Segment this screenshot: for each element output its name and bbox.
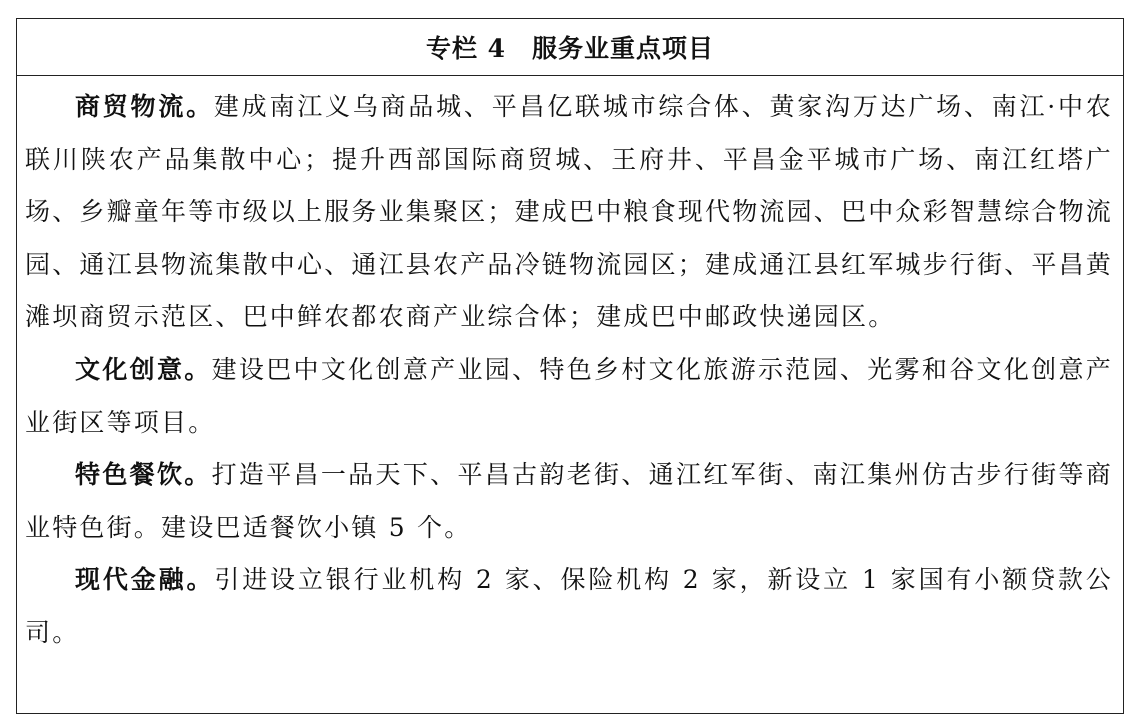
box-title-text: 服务业重点项目 <box>532 34 715 63</box>
box-title-label: 专栏 4 <box>425 34 507 63</box>
section-body: 建设巴中文化创意产业园、特色乡村文化旅游示范园、光雾和谷文化创意产业街区等项目。 <box>25 354 1113 437</box>
section-heading: 商贸物流。 <box>75 92 214 121</box>
section-heading: 现代金融。 <box>75 565 215 595</box>
box-content <box>17 81 1123 660</box>
section-body: 引进设立银行业机构 2 家、保险机构 2 家，新设立 1 家国有小额贷款公司。 <box>25 565 1113 647</box>
section-body: 建成南江义乌商品城、平昌亿联城市综合体、黄家沟万达广场、南江·中农联川陕农产品集散中心；提升西部国际商贸城、王府井、平昌金平城市广场、南江红塔广场、乡瓣童年等市级以上服务业集聚区；建成巴中粮食现代物流园、巴中众彩智慧综合物流园、通江县物流集散中心、通江县农产品冷链物流园区；建成通江县红军城步行街、平昌黄滩坝商贸示范区、巴中鲜农都农商产业综合体；建成巴中邮政快递园区。 <box>25 92 1114 332</box>
section-heading: 文化创意。 <box>75 354 212 384</box>
section-heading: 特色餐饮。 <box>75 460 212 490</box>
section-specialty-dining <box>25 449 1113 554</box>
section-trade-logistics <box>25 81 1113 344</box>
section-body: 打造平昌一品天下、平昌古韵老街、通江红军街、南江集州仿古步行街等商业特色街。建设巴适餐饮小镇 5 个。 <box>25 460 1113 542</box>
box-title <box>17 19 1123 76</box>
section-cultural-creative <box>25 344 1113 449</box>
feature-box <box>16 18 1124 714</box>
section-modern-finance <box>25 554 1113 659</box>
